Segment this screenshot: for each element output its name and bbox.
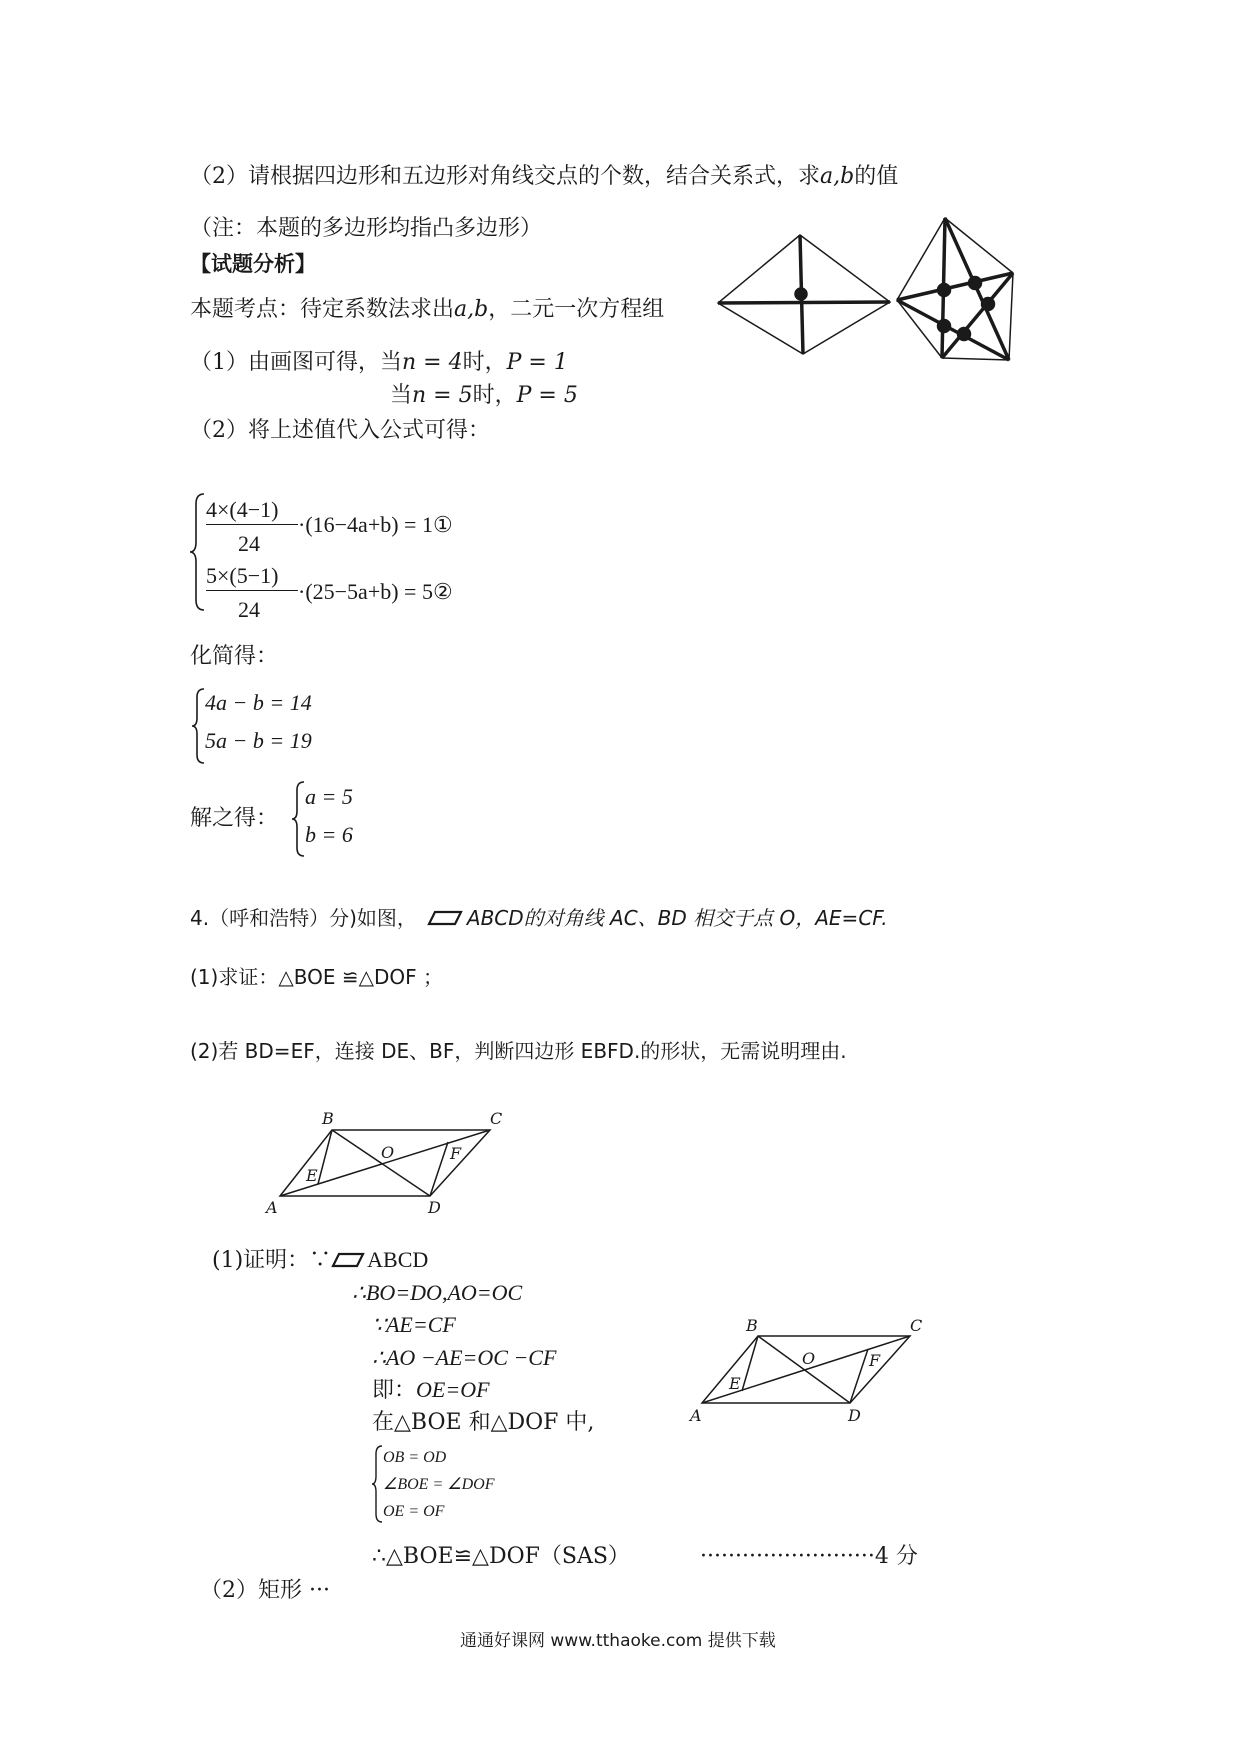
proof-conclusion: ∴△BOE≌△DOF（SAS） bbox=[372, 1544, 630, 1569]
step1-b-math: n = 5 bbox=[412, 383, 473, 408]
kaodian-prefix: 本题考点：待定系数法求出 bbox=[190, 297, 455, 322]
q3-part2-text: （2）请根据四边形和五边形对角线交点的个数，结合关系式，求 bbox=[190, 164, 820, 189]
proof-line-4-eq: OE=OF bbox=[416, 1377, 490, 1402]
page-footer: 通通好课网 www.tthaoke.com 提供下载 bbox=[460, 1631, 776, 1651]
step1-a-text: （1）由画图可得，当 bbox=[190, 350, 402, 375]
step1-b-text: 当 bbox=[390, 383, 413, 408]
label-C-1: C bbox=[490, 1109, 503, 1128]
q3-part2-vars: a,b bbox=[820, 164, 855, 189]
condition-1: OB = OD bbox=[383, 1449, 447, 1466]
step1-a-result: P = 1 bbox=[506, 350, 568, 375]
kaodian-suffix: ，二元一次方程组 bbox=[488, 297, 665, 322]
q4-stem-number: 4.（呼和浩特）分)如图， bbox=[190, 906, 417, 930]
simplify-label: 化简得： bbox=[190, 644, 279, 669]
label-B-2: B bbox=[746, 1316, 758, 1335]
condition-3: OE = OF bbox=[383, 1503, 445, 1520]
label-O-1: O bbox=[381, 1143, 395, 1162]
proof-line-1: ∴BO=DO,AO=OC bbox=[352, 1280, 523, 1305]
solve-label: 解之得： bbox=[190, 806, 279, 831]
label-A-2: A bbox=[690, 1406, 702, 1425]
proof-head-text: (1)证明：∵ bbox=[212, 1248, 332, 1273]
proof-line-2: ∵AE=CF bbox=[372, 1312, 456, 1337]
simplified-eq2: 5a − b = 19 bbox=[205, 728, 312, 753]
label-E-2: E bbox=[729, 1374, 741, 1393]
step1-b-result: P = 5 bbox=[516, 383, 578, 408]
label-C-2: C bbox=[910, 1316, 923, 1335]
eq2-denominator: 24 bbox=[238, 597, 260, 622]
step1-b-mid: 时， bbox=[472, 383, 517, 408]
eq1-rest: ·(16−4a+b) = 1① bbox=[298, 512, 453, 537]
label-O-2: O bbox=[802, 1349, 816, 1368]
solution-a: a = 5 bbox=[305, 784, 353, 809]
proof-score: ·························4 分 bbox=[700, 1544, 918, 1569]
analysis-heading: 【试题分析】 bbox=[190, 252, 316, 276]
proof-line-4-prefix: 即： bbox=[372, 1378, 417, 1403]
q3-note: （注：本题的多边形均指凸多边形） bbox=[190, 216, 543, 241]
simplified-eq1: 4a − b = 14 bbox=[205, 690, 312, 715]
eq2-rest: ·(25−5a+b) = 5② bbox=[298, 579, 453, 604]
step1-a-mid: 时， bbox=[462, 350, 507, 375]
q4-part2-answer: （2）矩形 ··· bbox=[200, 1578, 330, 1603]
label-B-1: B bbox=[322, 1109, 334, 1128]
kaodian-vars: a,b bbox=[454, 297, 489, 322]
q4-stem-rest: ABCD的对角线 AC、BD 相交于点 O，AE=CF. bbox=[466, 906, 888, 930]
q4-part1: (1)求证：△BOE ≌△DOF ； bbox=[190, 965, 443, 989]
label-A-1: A bbox=[266, 1198, 278, 1217]
eq1-denominator: 24 bbox=[238, 531, 260, 556]
step2-line: （2）将上述值代入公式可得： bbox=[190, 418, 490, 443]
condition-2: ∠BOE = ∠DOF bbox=[383, 1476, 495, 1493]
q4-part2: (2)若 BD=EF，连接 DE、BF，判断四边形 EBFD.的形状，无需说明理由. bbox=[190, 1039, 847, 1063]
step1-a-math: n = 4 bbox=[402, 350, 463, 375]
label-E-1: E bbox=[306, 1166, 318, 1185]
q3-part2-tail: 的值 bbox=[854, 164, 899, 189]
label-F-2: F bbox=[869, 1351, 881, 1370]
proof-line-3: ∴AO −AE=OC −CF bbox=[372, 1345, 557, 1370]
eq1-numerator: 4×(4−1) bbox=[206, 497, 279, 522]
proof-head-abcd: ABCD bbox=[367, 1247, 429, 1272]
label-F-1: F bbox=[450, 1144, 462, 1163]
label-D-1: D bbox=[428, 1198, 441, 1217]
proof-line-5: 在△BOE 和△DOF 中, bbox=[372, 1410, 595, 1435]
eq2-numerator: 5×(5−1) bbox=[206, 563, 279, 588]
solution-b: b = 6 bbox=[305, 822, 353, 847]
label-D-2: D bbox=[848, 1406, 861, 1425]
